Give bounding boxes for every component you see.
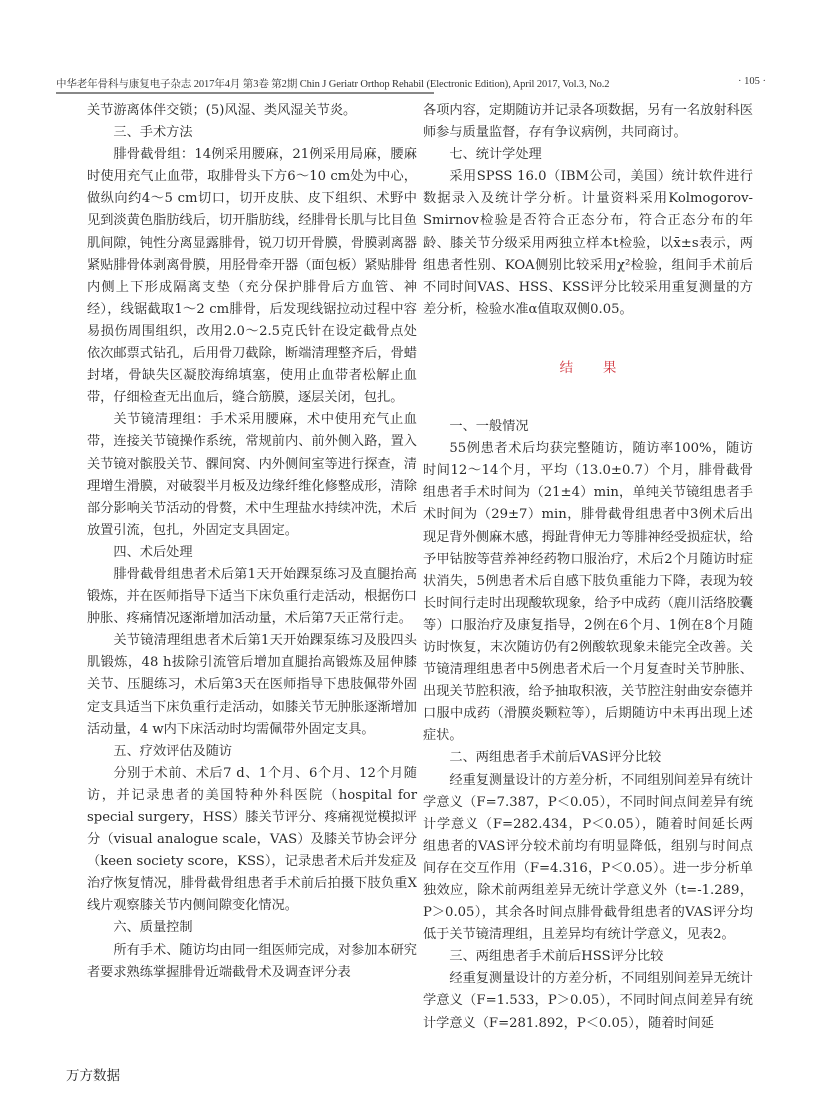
subsection-heading: 七、统计学处理 [449, 147, 542, 163]
watermark: 万方数据 [66, 1068, 120, 1084]
subsection-heading: 五、疗效评估及随访 [113, 743, 233, 759]
paragraph: 腓骨截骨组：14例采用腰麻，21例采用局麻，腰麻时使用充气止血带，取腓骨头下方6～10 cm处为中心，做纵向约4～5 cm切口，切开皮肤、皮下组织、术野中见到淡黄色脂肪线后，切开脂肪线，经腓骨长肌与比目鱼肌间隙，钝性分离显露腓骨，锐刀切开骨膜，骨膜剥离器紧贴腓骨体剥离骨膜，用胫骨牵开器（面包板）紧贴腓骨内侧上下形成隔离支垫（充分保护腓骨后方血管、神经），线锯截取1～2 cm腓骨，后发现线锯拉动过程中容易损伤周围组织，改用2.0～2.5克氏针在设定截骨点处依次邮票式钻孔，后用骨刀截除，断端清理整齐后，骨蜡封堵，骨缺失区凝胶海绵填塞，使用止血带者松解止血带，仔细检查无出血后，缝合筋膜，逐层关闭，包扎。 [87, 147, 417, 406]
subsection-heading: 六、质量控制 [113, 920, 193, 936]
paragraph: 经重复测量设计的方差分析，不同组别间差异有统计学意义（F=7.387，P＜0.05），不同时间点间差异有统计学意义（F=282.434，P＜0.05），随着时间延长两组患者的VAS评分较术前均有明显降低，组别与时间点间存在交互作用（F=4.316，P＜0.05）。进一步分析单独效应，除术前两组差异无统计学意义外（t=-1.289，P＞0.05），其余各时间点腓骨截骨组患者的VAS评分均低于关节镜清理组，且差异均有统计学意义，见表2。 [423, 772, 753, 943]
paragraph: 分别于术前、术后7 d、1个月、6个月、12个月随访，并记录患者的美国特种外科医院（hospital for special surgery，HSS）膝关节评分、疼痛视觉模拟评分（visual analogue scale，VAS）及膝关节协会评分（keen society score，KSS），记录患者术后并发症及治疗恢复情况，腓骨截骨组患者手术前后拍摄下肢负重X线片观察膝关节内侧间隙变化情况。 [87, 765, 417, 914]
paragraph: 采用SPSS 16.0（IBM公司，美国）统计软件进行数据录入及统计学分析。计量资料采用Kolmogorov-Smirnov检验是否符合正态分布，符合正态分布的年龄、膝关节分级采用两独立样本t检验，以x̄±s表示，两组患者性别、KOA侧别比较采用χ²检验，组间手术前后不同时间VAS、HSS、KSS评分比较采用重复测量的方差分析，检验水准α值取双侧0.05。 [423, 169, 753, 317]
section-heading: 结果 [559, 359, 647, 376]
left-column [87, 100, 417, 984]
page-number: · 105 · [738, 76, 766, 87]
subsection-heading: 二、两组患者手术前后VAS评分比较 [449, 750, 662, 766]
paragraph-continuation: 关节游离体伴交锁；(5)风湿、类风湿关节炎。 [87, 103, 357, 118]
subsection-heading: 一、一般情况 [449, 419, 529, 435]
paragraph: 关节镜清理组：手术采用腰麻，术中使用充气止血带，连接关节镜操作系统，常规前内、前外侧入路，置入关节镜对髌股关节、髁间窝、内外侧间室等进行探查，清理增生滑膜，对破裂半月板及边缘纤维化修整成形，清除部分影响关节活动的骨赘，术中生理盐水持续冲洗，术后放置引流，包扎，外固定支具固定。 [87, 412, 417, 538]
right-column [423, 100, 753, 1035]
paragraph-continuation: 各项内容，定期随访并记录各项数据，另有一名放射科医师参与质量监督，存有争议病例，共同商讨。 [423, 103, 753, 141]
journal-citation: 中华老年骨科与康复电子杂志 2017年4月 第3卷 第2期 Chin J Geriatr Orthop Rehabil (Electronic Edition), April 2017, Vol.3, No.2 [56, 79, 610, 90]
paragraph: 55例患者术后均获完整随访，随访率100%，随访时间12～14个月，平均（13.0±0.7）个月，腓骨截骨组患者手术时间为（21±4）min，单纯关节镜组患者手术时间为（29±7）min，腓骨截骨组患者中3例术后出现足背外侧麻木感，拇趾背伸无力等腓神经受损症状，给予甲钴胺等营养神经药物口服治疗，术后2个月随访时症状消失，5例患者术后自感下肢负重能力下降，表现为较长时间行走时出现酸软现象，给予中成药（鹿川活络胶囊等）口服治疗及康复指导，2例在6个月、1例在8个月随访时恢复，末次随访仍有2例酸软现象未能完全改善。关节镜清理组患者中5例患者术后一个月复查时关节肿胀、出现关节腔积液，给予抽取积液，关节腔注射曲安奈德并口服中成药（滑膜炎颗粒等），后期随访中未再出现上述症状。 [423, 441, 753, 744]
subsection-heading: 三、手术方法 [113, 125, 193, 141]
paragraph: 所有手术、随访均由同一组医师完成，对参加本研究者要求熟练掌握腓骨近端截骨术及调查评分表 [87, 942, 417, 980]
paragraph: 关节镜清理组患者术后第1天开始踝泵练习及股四头肌锻炼，48 h拔除引流管后增加直腿抬高锻炼及屈伸膝关节、压腿练习，术后第3天在医师指导下患肢佩带外固定支具适当下床负重行走活动，如膝关节无肿胀逐渐增加活动量，4 w内下床活动时均需佩带外固定支具。 [87, 633, 417, 737]
running-header [56, 72, 766, 90]
subsection-heading: 三、两组患者手术前后HSS评分比较 [449, 949, 664, 965]
header-rule [56, 92, 434, 94]
subsection-heading: 四、术后处理 [113, 544, 193, 560]
paragraph: 腓骨截骨组患者术后第1天开始踝泵练习及直腿抬高锻炼，并在医师指导下适当下床负重行走活动，根据伤口肿胀、疼痛情况逐渐增加活动量，术后第7天正常行走。 [87, 566, 417, 627]
paragraph: 经重复测量设计的方差分析，不同组别间差异无统计学意义（F=1.533，P＞0.05），不同时间点间差异有统计学意义（F=281.892，P＜0.05），随着时间延 [423, 971, 753, 1031]
